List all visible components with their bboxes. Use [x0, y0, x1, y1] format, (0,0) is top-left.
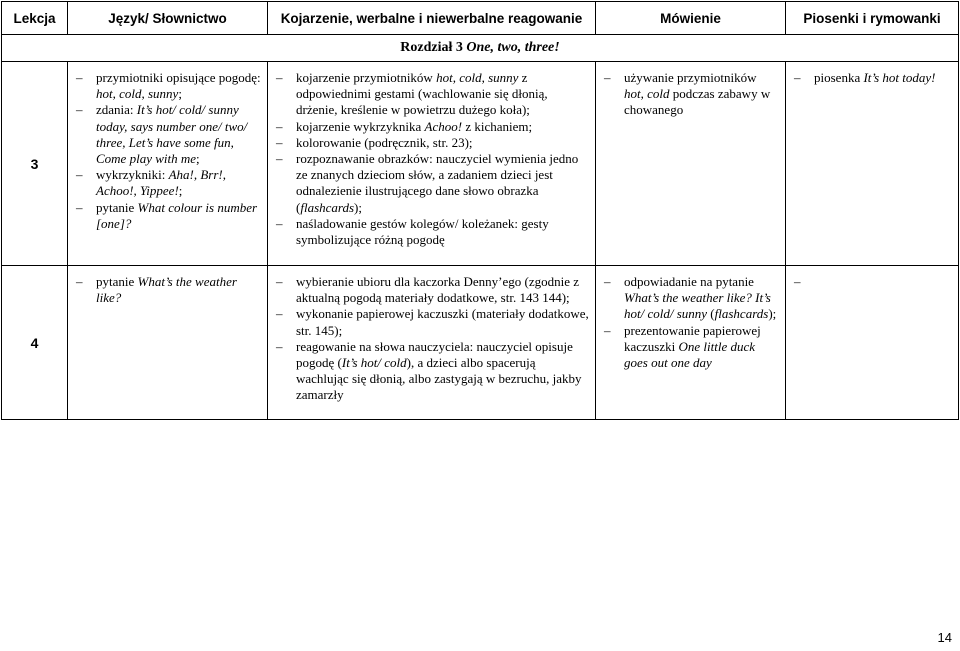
curriculum-table — [1, 1, 959, 420]
list-item: – wybieranie ubioru dla kaczorka Denny’ego (zgodnie z aktualną pogodą materiały dodatkowe, str. 143 144); — [268, 274, 589, 306]
mowienie-cell — [596, 62, 786, 266]
lesson-number: 3 — [2, 62, 68, 266]
list-item: – pytanie What colour is number [one]? — [68, 200, 261, 232]
piosenki-cell — [786, 62, 959, 266]
list-item: – naśladowanie gestów kolegów/ koleżanek: gesty symbolizujące różną pogodę — [268, 216, 589, 248]
list-item: – prezentowanie papierowej kaczuszki One little duck goes out one day — [596, 323, 779, 372]
list-item: – reagowanie na słowa nauczyciela: nauczyciel opisuje pogodę (It’s hot/ cold), a dzieci albo spacerują wachlując się dłonią, albo zastygają w bezruchu, jakby zamarzły — [268, 339, 589, 404]
kojarzenie-cell — [268, 266, 596, 420]
chapter-title — [2, 35, 959, 62]
chapter-prefix: Rozdział 3 — [400, 40, 463, 55]
list-item: – używanie przymiotników hot, cold podczas zabawy w chowanego — [596, 70, 779, 119]
chapter-name: One, two, three! — [466, 40, 560, 55]
list-item: – kojarzenie przymiotników hot, cold, sunny z odpowiednimi gestami (wachlowanie się dłonią, drżenie, kreślenie w powietrzu dużego koła); — [268, 70, 589, 119]
list-item: – kojarzenie wykrzyknika Achoo! z kichaniem; — [268, 119, 589, 135]
list-item: – przymiotniki opisujące pogodę: hot, cold, sunny; — [68, 70, 261, 102]
header-jezyk: Język/ Słownictwo — [68, 2, 268, 35]
list-item: – pytanie What’s the weather like? — [68, 274, 261, 306]
list-item: – zdania: It’s hot/ cold/ sunny today, says number one/ two/ three, Let’s have some fun, Come play with me; — [68, 102, 261, 167]
piosenki-cell — [786, 266, 959, 420]
lesson-number: 4 — [2, 266, 68, 420]
list-item: – wykonanie papierowej kaczuszki (materiały dodatkowe, str. 145); — [268, 306, 589, 338]
kojarzenie-cell — [268, 62, 596, 266]
header-kojarzenie: Kojarzenie, werbalne i niewerbalne reagowanie — [268, 2, 596, 35]
list-item: – rozpoznawanie obrazków: nauczyciel wymienia jedno ze znanych dzieciom słów, a zadaniem dzieci jest odnalezienie ilustrującego dane słowo obrazka (flashcards); — [268, 151, 589, 216]
list-item: – kolorowanie (podręcznik, str. 23); — [268, 135, 589, 151]
page-number: 14 — [937, 630, 952, 645]
header-mowienie: Mówienie — [596, 2, 786, 35]
list-item: – wykrzykniki: Aha!, Brr!, Achoo!, Yippee!; — [68, 167, 261, 199]
header-row — [2, 2, 959, 35]
lesson-row — [2, 62, 959, 266]
header-piosenki: Piosenki i rymowanki — [786, 2, 959, 35]
jezyk-cell — [68, 266, 268, 420]
lesson-row — [2, 266, 959, 420]
mowienie-cell — [596, 266, 786, 420]
header-lekcja: Lekcja — [2, 2, 68, 35]
list-item: – odpowiadanie na pytanie What’s the weather like? It’s hot/ cold/ sunny (flashcards); — [596, 274, 779, 323]
jezyk-cell — [68, 62, 268, 266]
chapter-row — [2, 35, 959, 62]
list-item: – piosenka It’s hot today! — [786, 70, 952, 86]
